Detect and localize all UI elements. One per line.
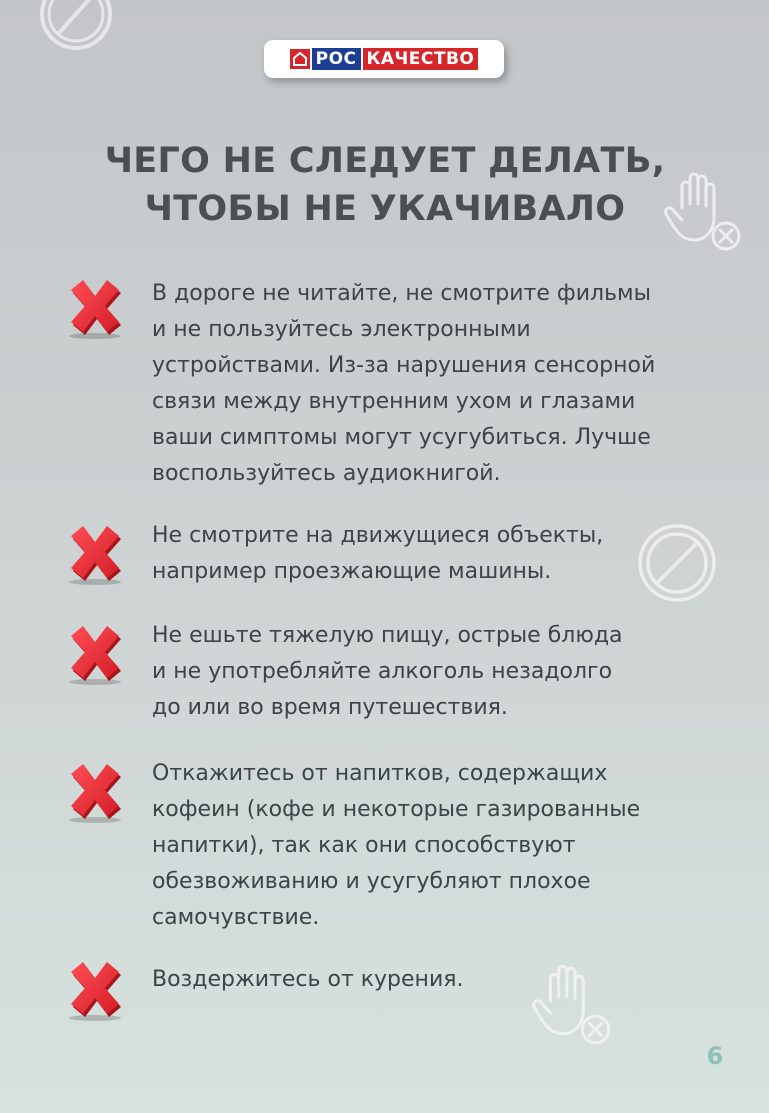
- stop-hand-icon: [660, 168, 750, 258]
- red-cross-icon: [65, 622, 125, 686]
- red-cross-icon: [65, 276, 125, 340]
- prohibited-icon: [36, 0, 116, 62]
- house-icon: [290, 49, 310, 69]
- page-title-line-2: ЧТОБЫ НЕ УКАЧИВАЛО: [144, 189, 626, 229]
- page-number: 6: [706, 1042, 724, 1070]
- logo-text-kachestvo: КАЧЕСТВО: [363, 48, 479, 70]
- list-item-text: Воздержитесь от курения.: [152, 967, 464, 992]
- list-item-text: Не смотрите на движущиеся объекты, например проезжающие машины.: [152, 523, 604, 584]
- red-cross-icon: [65, 958, 125, 1022]
- roskachestvo-logo: [264, 40, 504, 78]
- list-item-text: Откажитесь от напитков, содержащих кофеин (кофе и некоторые газированные напитки), так как они способствуют обезвоживанию и усугубляют плохое самочувствие.: [152, 761, 641, 930]
- list-item-text: В дороге не читайте, не смотрите фильмы и не пользуйтесь электронными устройствами. Из-за нарушения сенсорной связи между внутренним ухом и глазами ваши симптомы могут усугубиться. Лучше воспользуйтесь аудиокнигой.: [152, 281, 656, 486]
- red-cross-icon: [65, 522, 125, 586]
- page-title-line-1: ЧЕГО НЕ СЛЕДУЕТ ДЕЛАТЬ,: [104, 141, 666, 181]
- red-cross-icon: [65, 760, 125, 824]
- logo-text-ros: РОС: [312, 48, 361, 70]
- list-item-text: Не ешьте тяжелую пищу, острые блюда и не употребляйте алкоголь незадолго до или во время путешествия.: [152, 623, 623, 720]
